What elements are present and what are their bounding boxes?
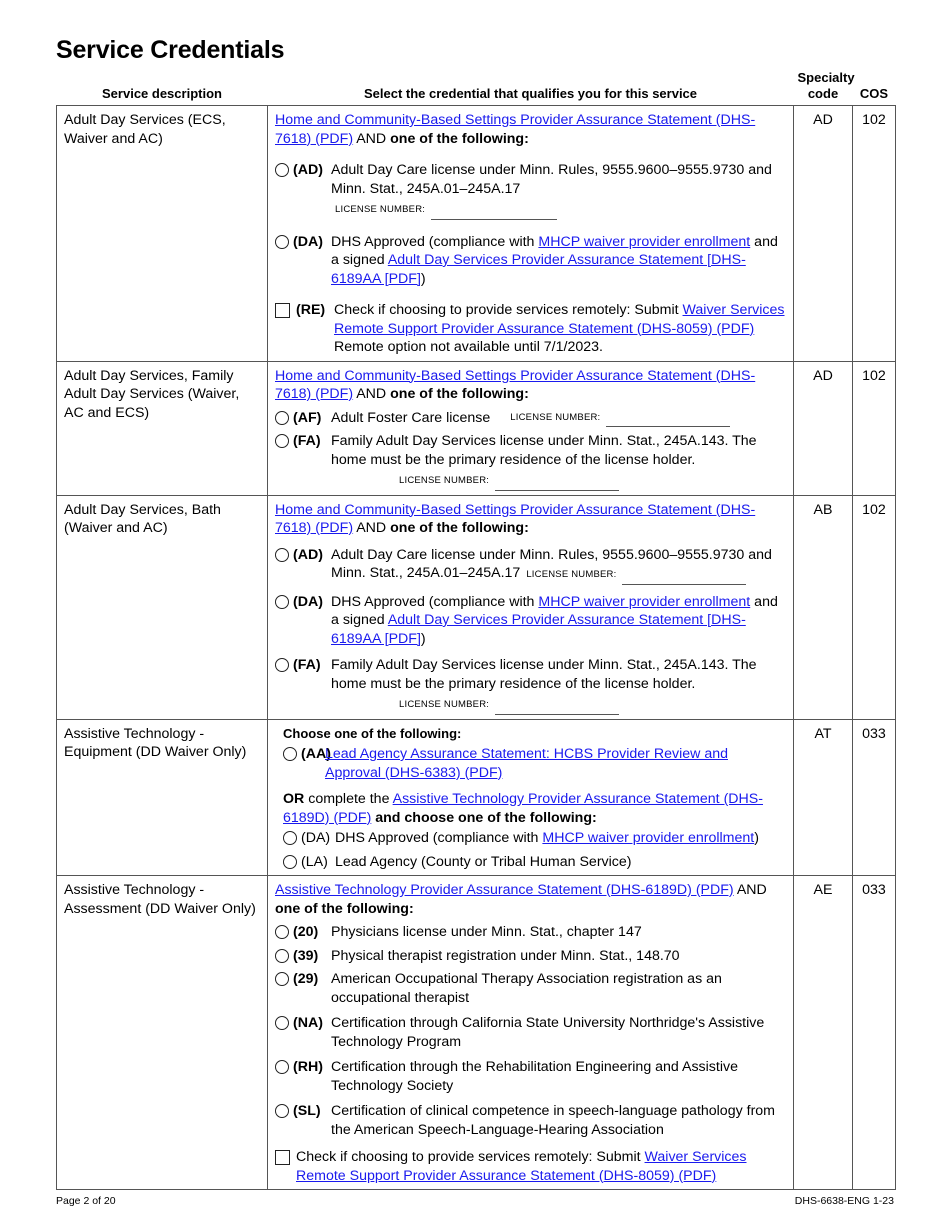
option-20 [275,923,786,942]
radio-da[interactable] [275,595,289,609]
service-description: Assistive Technology - Equipment (DD Waiver Only) [57,719,268,876]
page-title: Service Credentials [56,36,285,64]
option-text: Certification through the Rehabilitation Engineering and Assistive Technology Society [331,1059,738,1094]
option-code: (20) [293,924,319,940]
and-text: AND [353,520,391,536]
cos-code: 102 [853,361,896,495]
license-number-field [399,696,786,715]
requirement-text: complete the [304,791,393,807]
or-requirement [283,790,786,827]
and-text: AND [733,882,767,898]
or-text: OR [283,791,305,807]
table-row [57,106,896,362]
option-text: DHS Approved (compliance with [331,233,539,250]
option-text: Adult Foster Care license [331,409,491,426]
table-row [57,876,896,1190]
option-da [275,233,786,289]
option-af [275,409,786,428]
service-description: Assistive Technology - Assessment (DD Waiver Only) [57,876,268,1190]
credential-cell [268,495,794,719]
radio-ad[interactable] [275,548,289,562]
page-number: Page 2 of 20 [56,1195,116,1207]
radio-af[interactable] [275,411,289,425]
credential-cell [268,106,794,362]
license-number-input[interactable] [606,416,730,427]
option-39 [275,947,786,966]
option-text: DHS Approved (compliance with [331,593,539,610]
option-code: (AF) [293,409,322,426]
license-number-input[interactable] [495,480,619,491]
remote-support-link[interactable]: Waiver Services Remote Support Provider Assurance Statement (DHS-8059) (PDF) [334,302,785,337]
radio-29[interactable] [275,972,289,986]
header-cos: COS [859,86,889,101]
and-text: AND [353,130,391,147]
radio-fa[interactable] [275,658,289,672]
specialty-code: AE [794,876,853,1190]
license-number-label: LICENSE NUMBER: [526,569,617,580]
checkbox-re[interactable] [275,303,290,318]
option-code: (DA) [293,593,323,610]
option-na [275,1014,786,1051]
credentials-table [56,70,896,1190]
one-of-text: one of the following: [390,130,529,147]
header-specialty-code: Specialty code [797,70,855,101]
cos-code: 033 [853,719,896,876]
at-provider-assurance-link[interactable]: Assistive Technology Provider Assurance Statement (DHS-6189D) (PDF) [283,791,763,826]
option-code: (NA) [293,1015,323,1031]
option-remote [275,1148,786,1185]
option-code: (LA) [301,853,328,870]
adult-day-pas-link[interactable]: Adult Day Services Provider Assurance Statement [DHS-6189AA [PDF] [331,252,746,287]
option-text: ) [420,630,426,647]
option-text: ) [420,270,426,287]
requirement [275,881,786,918]
radio-39[interactable] [275,949,289,963]
mhcp-enrollment-link[interactable]: MHCP waiver provider enrollment [542,830,755,846]
option-fa [275,432,786,491]
option-rh [275,1058,786,1095]
mhcp-enrollment-link[interactable]: MHCP waiver provider enrollment [538,233,751,250]
option-text: Check if choosing to provide services remotely: Submit [296,1149,645,1165]
requirement [275,367,786,404]
radio-aa[interactable] [283,747,297,761]
table-row [57,361,896,495]
option-code: (39) [293,947,319,964]
table-row [57,719,896,876]
one-of-text: one of the following: [275,900,414,917]
requirement [275,501,786,538]
one-of-text: one of the following: [390,520,529,536]
license-number-field [399,472,786,491]
radio-da[interactable] [283,831,297,845]
choose-label: Choose one of the following: [283,725,462,741]
cos-code: 033 [853,876,896,1190]
option-text: ) [754,830,759,846]
one-of-text: one of the following: [390,386,529,402]
specialty-code: AB [794,495,853,719]
radio-sl[interactable] [275,1104,289,1118]
requirement [275,111,786,148]
hcbs-assurance-link[interactable]: Home and Community-Based Settings Provider Assurance Statement (DHS-7618) (PDF) [275,501,756,536]
adult-day-pas-link[interactable]: Adult Day Services Provider Assurance Statement [DHS-6189AA [PDF] [331,612,746,647]
option-ad [275,161,786,220]
option-text: Certification of clinical competence in speech-language pathology from the American Speech-Language-Hearing Association [331,1103,776,1138]
radio-20[interactable] [275,925,289,939]
and-text: AND [353,386,391,402]
license-number-label: LICENSE NUMBER: [335,204,426,215]
option-text: and a signed [331,233,778,268]
mhcp-enrollment-link[interactable]: MHCP waiver provider enrollment [538,593,751,610]
specialty-code: AD [794,361,853,495]
service-description: Adult Day Services, Bath (Waiver and AC) [57,495,268,719]
at-provider-assurance-link[interactable]: Assistive Technology Provider Assurance Statement (DHS-6189D) (PDF) [275,882,734,898]
license-number-label: LICENSE NUMBER: [510,411,601,423]
option-text: Check if choosing to provide services remotely: Submit [334,302,683,318]
option-29 [275,970,786,1007]
credential-cell [268,876,794,1190]
license-number-label: LICENSE NUMBER: [399,475,490,486]
license-number-field [510,409,730,428]
license-number-input[interactable] [622,574,746,585]
radio-rh[interactable] [275,1060,289,1074]
header-service-description: Service description [102,86,222,101]
option-aa [283,745,786,782]
radio-ad[interactable] [275,163,289,177]
option-fa [275,656,786,715]
form-number: DHS-6638-ENG 1-23 [794,1195,894,1207]
and-choose-text: and choose one of the following: [371,809,597,826]
option-ad [275,546,786,585]
license-number-field [526,566,746,585]
option-code: (AD) [293,546,323,563]
cos-code: 102 [853,495,896,719]
option-code: (DA) [293,233,323,250]
option-text: Lead Agency (County or Tribal Human Service) [335,853,632,870]
radio-la[interactable] [283,855,297,869]
table-header-row [57,70,896,106]
option-code: (AA) [301,746,331,762]
option-code: (29) [293,971,319,987]
credential-cell [268,361,794,495]
option-text: Adult Day Care license under Minn. Rules, 9555.9600–9555.9730 and Minn. Stat., 245A.01–245A.17 [331,162,772,197]
option-text: DHS Approved (compliance with [335,830,543,846]
option-text: Physical therapist registration under Minn. Stat., 148.70 [331,947,680,964]
license-number-label: LICENSE NUMBER: [399,699,490,710]
radio-da[interactable] [275,235,289,249]
option-code: (FA) [293,657,321,673]
option-code: (RH) [293,1059,323,1075]
option-da [275,593,786,649]
service-description: Adult Day Services (ECS, Waiver and AC) [57,106,268,362]
lead-agency-assurance-link[interactable]: Lead Agency Assurance Statement: HCBS Provider Review and Approval (DHS-6383) (PDF) [325,746,728,781]
option-code: (AD) [293,162,323,178]
option-text: Physicians license under Minn. Stat., chapter 147 [331,924,642,940]
option-text: Certification through California State University Northridge's Assistive Technology Program [331,1015,765,1050]
option-sl [275,1102,786,1139]
license-number-field [335,201,786,220]
option-text: Family Adult Day Services license under Minn. Stat., 245A.143. The home must be the primary residence of the license holder. [331,657,757,692]
option-code: (DA) [301,830,331,846]
option-text: Adult Day Care license under Minn. Rules, 9555.9600–9555.9730 and Minn. Stat., 245A.01–245A.17 [331,546,772,581]
option-code: (FA) [293,433,321,449]
radio-fa[interactable] [275,434,289,448]
checkbox-remote[interactable] [275,1150,290,1165]
table-row [57,495,896,719]
option-text: Remote option not available until 7/1/2023. [334,339,603,355]
hcbs-assurance-link[interactable]: Home and Community-Based Settings Provider Assurance Statement (DHS-7618) (PDF) [275,367,756,402]
option-code: (RE) [296,302,326,318]
credential-cell [268,719,794,876]
option-re [275,301,786,357]
service-description: Adult Day Services, Family Adult Day Services (Waiver, AC and ECS) [57,361,268,495]
option-code: (SL) [293,1103,321,1119]
radio-na[interactable] [275,1016,289,1030]
option-text: and a signed [331,593,778,628]
header-credential: Select the credential that qualifies you for this service [363,86,698,101]
option-la [283,853,786,872]
remote-support-link[interactable]: Waiver Services Remote Support Provider Assurance Statement (DHS-8059) (PDF) [296,1149,747,1184]
specialty-code: AD [794,106,853,362]
option-text: American Occupational Therapy Association registration as an occupational therapist [331,971,722,1006]
option-text: Family Adult Day Services license under Minn. Stat., 245A.143. The home must be the primary residence of the license holder. [331,433,757,468]
hcbs-assurance-link[interactable]: Home and Community-Based Settings Provider Assurance Statement (DHS-7618) (PDF) [275,112,756,147]
cos-code: 102 [853,106,896,362]
option-da [283,829,786,848]
specialty-code: AT [794,719,853,876]
license-number-input[interactable] [495,704,619,715]
license-number-input[interactable] [431,209,557,220]
